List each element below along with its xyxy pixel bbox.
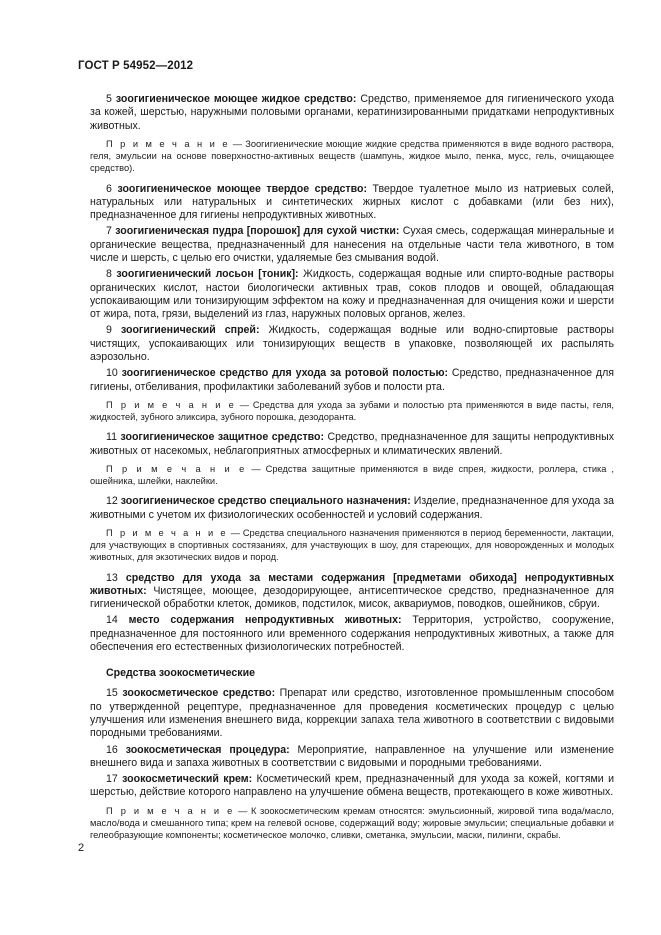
note-text: Средства защитные применяются в виде спрея, жидкости, роллера, стика , ошейника, шлейки, наклейки. (90, 463, 615, 487)
note-label: П р и м е ч а н и е (106, 527, 228, 538)
definition-text: Твердое туалетное мыло из натриевых солей, натуральных или натуральных и синтетических жирных кислот с добавками (или без них), предназначенное для гигиены непродуктивных животных. (90, 182, 614, 222)
definition-term: зоокосметическое средство: (122, 687, 276, 700)
document-header: ГОСТ Р 54952—2012 (78, 60, 194, 72)
note-dash: — (234, 805, 251, 816)
definition-term: зоогигиенический спрей: (120, 324, 260, 337)
definition-paragraph (90, 614, 614, 654)
definition-number: 14 (106, 614, 118, 627)
definition-term: место содержания непродуктивных животных: (128, 614, 402, 627)
note-label: П р и м е ч а н и е (106, 399, 236, 410)
definition-term: зоогигиеническое моющее жидкое средство: (115, 93, 357, 105)
definition-term: зоогигиеническая пудра [порошок] для сухой чистки: (115, 225, 400, 238)
definition-term: зоогигиеническое моющее твердое средство: (117, 182, 367, 195)
definition-paragraph (90, 495, 614, 522)
definition-term: зоогигиеническое средство специального назначения: (120, 495, 411, 508)
definition-number: 11 (106, 431, 117, 444)
note-paragraph (90, 463, 614, 487)
document-body (90, 93, 614, 849)
definition-number: 16 (106, 743, 118, 756)
note-paragraph (90, 527, 614, 564)
note-label: П р и м е ч а н и е (106, 463, 247, 474)
definition-text: Мероприятие, направленное на улучшение или изменение внешнего вида и запаха животных в соответствии с видовыми и породными требованиями. (90, 743, 614, 769)
definition-term: средство для ухода за местами содержания [предметами обихода] непродуктивных животных: (90, 571, 614, 597)
page-number: 2 (78, 842, 85, 854)
note-label: П р и м е ч а н и е (106, 138, 230, 149)
definition-paragraph (90, 225, 614, 265)
definition-paragraph (90, 93, 614, 133)
definition-paragraph (90, 431, 614, 458)
note-paragraph (90, 399, 614, 423)
definition-number: 17 (106, 773, 118, 786)
note-text: Зоогигиенические моющие жидкие средства применяются в виде водного раствора, геля, эмульсии на основе поверхностно-активных веществ (шампунь, жидкое мыло, пенка, мусс, гель, очищающее средство). (90, 138, 615, 174)
note-dash: — (235, 399, 253, 410)
definition-number: 10 (106, 367, 118, 380)
section-heading: Средства зоокосметические (106, 667, 256, 680)
definition-text: Территория, устройство, сооружение, предназначенное для постоянного или временного содержания непродуктивных животных, а также для обеспечения его естественных физиологических потребностей. (90, 614, 614, 654)
definition-text: Косметический крем, предназначенный для ухода за кожей, когтями и шерстью, действие которого направлено на улучшение обмена веществ, протекающего в коже животных. (90, 773, 614, 799)
definition-term: зоогигиеническое средство для ухода за ротовой полостью: (121, 367, 449, 380)
definition-term: зоогигиенический лосьон [тоник]: (116, 268, 299, 281)
definition-text: Средство, предназначенное для защиты непродуктивных животных от насекомых, неблагоприятных атмосферных и климатических явлений. (90, 431, 614, 457)
definition-paragraph (90, 572, 614, 612)
definition-text: Сухая смесь, содержащая минеральные и органические вещества, предназначенный для нанесения на отдельные части тела животного, в том числе и шерсть, с целью его очистки, удаляемые без смывания водой. (90, 225, 615, 264)
definition-text: Средство, предназначенное для гигиены, отбеливания, профилактики заболеваний зубов и полости рта. (90, 367, 614, 393)
definition-term: зоокосметический крем: (122, 773, 253, 786)
definition-text: Средство, применяемое для гигиенического ухода за кожей, шерстью, наружными половыми органами, кератинизированными придатками непродуктивных животных. (90, 93, 615, 132)
definition-text: Чистящее, моющее, дезодорирующее, антисептическое средство, предназначенное для гигиенической обработки клеток, домиков, подстилок, мисок, аквариумов, поводков, ошейников, сбруи. (90, 584, 614, 611)
definition-term: зоокосметическая процедура: (125, 743, 290, 756)
definition-number: 13 (106, 571, 118, 584)
definition-text: Изделие, предназначенное для ухода за животными с учетом их физиологических особенностей и условий содержания. (90, 495, 614, 521)
note-dash: — (229, 138, 246, 149)
note-paragraph (90, 805, 614, 842)
note-dash: — (246, 463, 266, 474)
definition-number: 9 (106, 324, 112, 337)
definition-number: 7 (106, 225, 112, 238)
definition-paragraph (90, 744, 614, 771)
definition-number: 6 (106, 182, 112, 195)
definition-term: зоогигиеническое защитное средство: (120, 431, 325, 444)
definition-paragraph (90, 183, 614, 223)
note-text: Средства для ухода за зубами и полостью рта применяются в виде пасты, геля, жидкостей, зубного эликсира, зубного порошка, дезодоранта. (90, 399, 614, 423)
definition-text: Жидкость, содержащая водные или водно-спиртовые растворы чистящих, успокаивающих или тонизирующих веществ в упаковке, позволяющей их распылять аэрозольно. (90, 324, 614, 364)
note-paragraph (90, 138, 614, 175)
definition-paragraph (90, 268, 614, 321)
definition-number: 8 (106, 268, 112, 281)
note-text: К зоокосметическим кремам относятся: эмульсионный, жировой типа вода/масло, масло/вода и смешанного типа; крем на гелевой основе, содержащий воду; жировые эмульсии; специальные добавки и гелеобразующие компоненты; косметическое молочко, сливки, сметанка, эмульсии, маски, пилинги, скрабы. (90, 805, 614, 841)
definition-paragraph (90, 324, 614, 364)
definition-paragraph (90, 687, 614, 740)
note-dash: — (227, 527, 243, 538)
note-label: П р и м е ч а н и е (106, 805, 235, 816)
definition-paragraph (90, 773, 614, 800)
note-text: Средства специального назначения применяются в период беременности, лактации, для участвующих в спортивных состязаниях, для участвующих в шоу, для стареющих, для новорожденных и молодых животных, для экзотических видов и пород. (90, 527, 614, 563)
definition-number: 12 (106, 495, 118, 508)
definition-number: 15 (106, 687, 118, 700)
definition-text: Жидкость, содержащая водные или спирто-водные растворы органических кислот, настои биологически активных трав, соков плодов и овощей, обладающая успокаивающим или тонизирующим эффектом на кожу и предназначенная для очищения кожи и шерсти от жира, пота, грязи, выделений из глаз, наружных половых органов, желез. (90, 268, 614, 321)
definition-text: Препарат или средство, изготовленное промышленным способом по утвержденной рецептуре, предназначенное для проведения косметических процедур с целью улучшения или изменения внешнего вида, коррекции запаха тела животного в соответствии с видовыми породными требованиями. (90, 687, 614, 740)
definition-number: 5 (106, 93, 112, 105)
definition-paragraph (90, 367, 614, 394)
